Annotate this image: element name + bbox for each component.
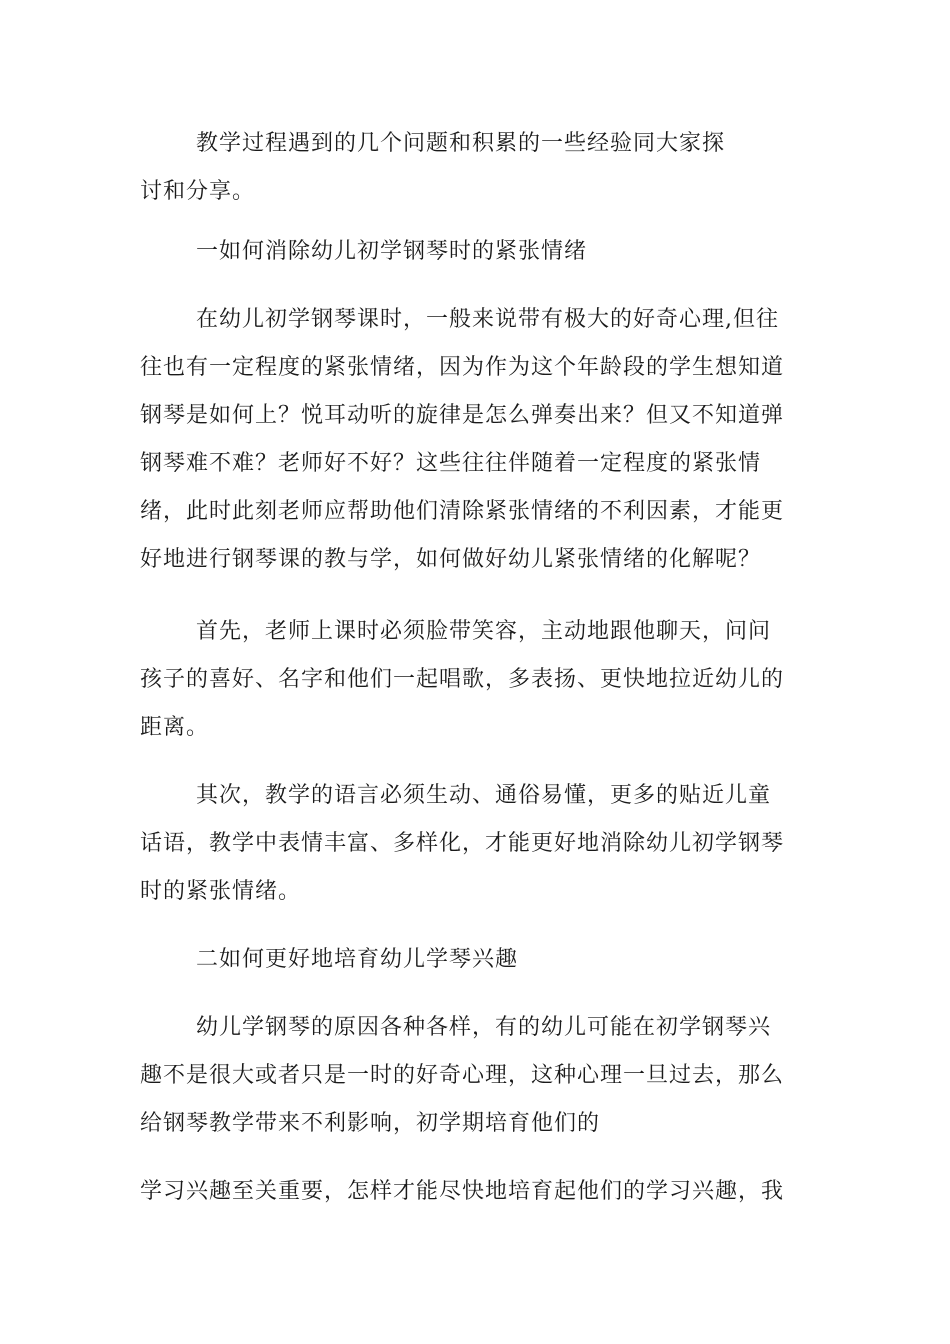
intro-paragraph	[140, 120, 805, 216]
paragraph-3	[140, 772, 805, 916]
text-line: 时的紧张情绪。	[140, 879, 302, 904]
paragraph-2	[140, 608, 805, 752]
section-heading-2: 二如何更好地培育幼儿学琴兴趣	[196, 947, 519, 972]
text-line: 首先，老师上课时必须脸带笑容，主动地跟他聊天，问问	[196, 619, 772, 644]
text-line: 教学过程遇到的几个问题和积累的一些经验同大家探	[196, 131, 726, 156]
text-line: 幼儿学钢琴的原因各种各样，有的幼儿可能在初学钢琴兴	[196, 1015, 772, 1040]
text-line: 其次，教学的语言必须生动、通俗易懂，更多的贴近儿童	[196, 783, 772, 808]
paragraph-5	[140, 1168, 805, 1216]
text-line: 绪，此时此刻老师应帮助他们清除紧张情绪的不利因素，才能更	[140, 499, 785, 524]
text-line: 给钢琴教学带来不利影响，初学期培育他们的	[140, 1111, 601, 1136]
text-line: 话语，教学中表情丰富、多样化，才能更好地消除幼儿初学钢琴	[140, 831, 785, 856]
text-line: 孩子的喜好、名字和他们一起唱歌，多表扬、更快地拉近幼儿的	[140, 667, 785, 692]
text-line: 好地进行钢琴课的教与学，如何做好幼儿紧张情绪的化解呢？	[140, 547, 762, 572]
paragraph-1	[140, 296, 805, 584]
text-line: 讨和分享。	[140, 179, 256, 204]
text-line: 往也有一定程度的紧张情绪，因为作为这个年龄段的学生想知道	[140, 355, 785, 380]
text-line: 学习兴趣至关重要，怎样才能尽快地培育起他们的学习兴趣，我	[140, 1179, 785, 1204]
text-line: 趣不是很大或者只是一时的好奇心理，这种心理一旦过去，那么	[140, 1063, 785, 1088]
text-line: 钢琴是如何上？悦耳动听的旋律是怎么弹奏出来？但又不知道弹	[140, 403, 785, 428]
paragraph-4	[140, 1004, 805, 1148]
section-heading-1: 一如何消除幼儿初学钢琴时的紧张情绪	[196, 239, 588, 264]
text-line: 距离。	[140, 715, 210, 740]
text-line: 钢琴难不难？老师好不好？这些往往伴随着一定程度的紧张情	[140, 451, 762, 476]
text-line: 在幼儿初学钢琴课时，一般来说带有极大的好奇心理,但往	[196, 307, 779, 332]
